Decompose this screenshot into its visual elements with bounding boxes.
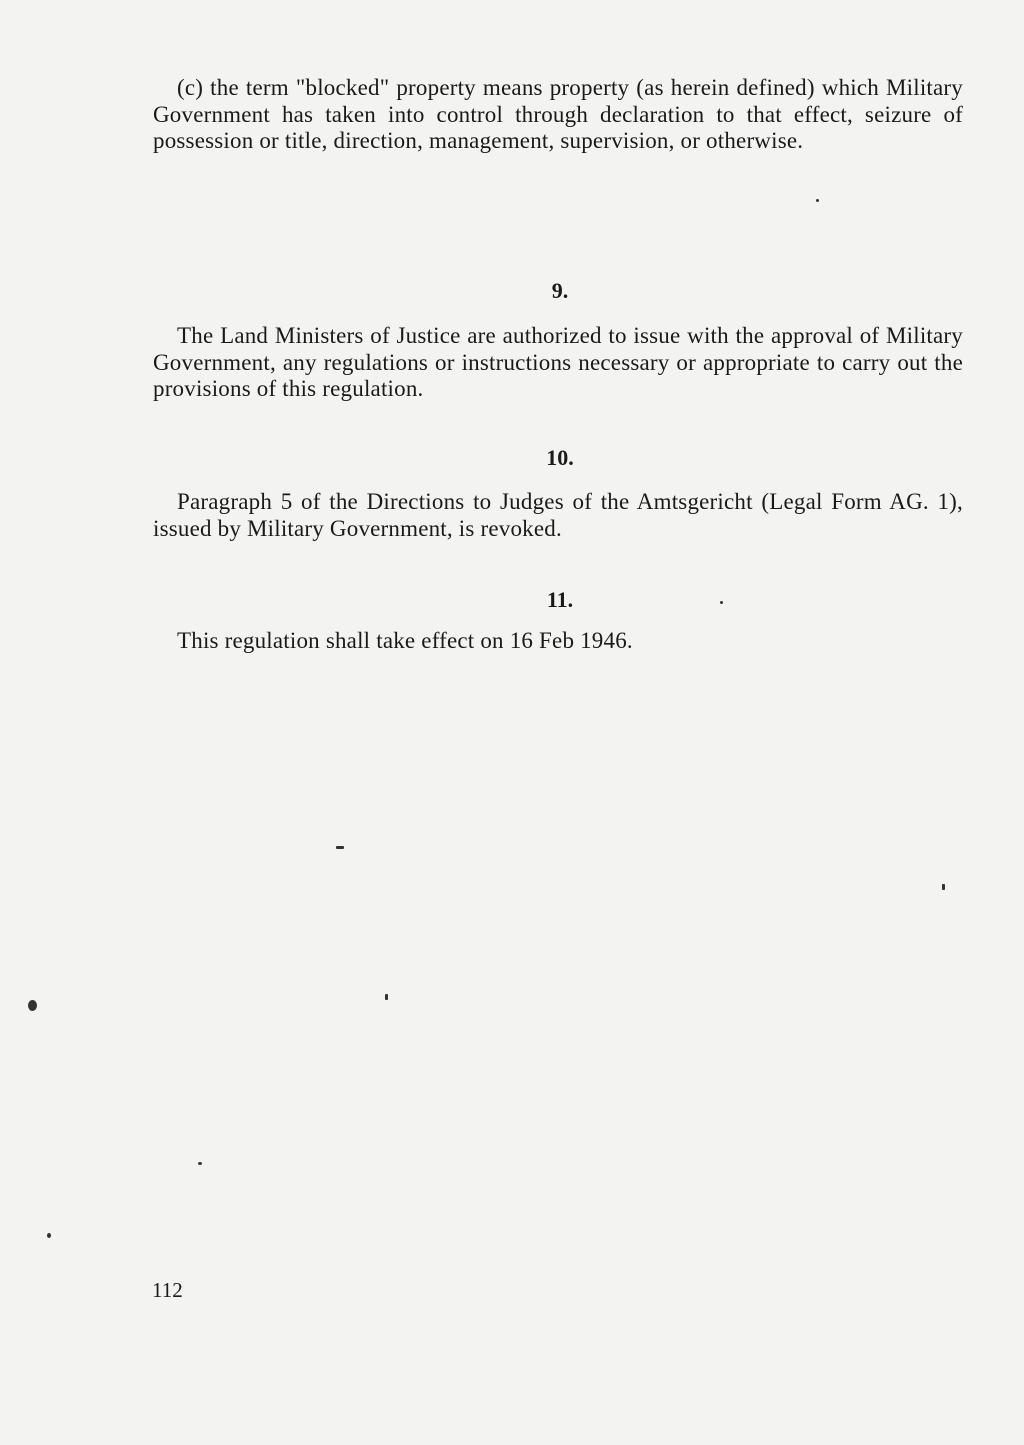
- section-11-heading: 11.: [546, 587, 574, 612]
- section-10-text: Paragraph 5 of the Directions to Judges of the Amtsgericht (Legal Form AG. 1), issued by Military Government, is revoked.: [153, 489, 963, 541]
- section-9-text: The Land Ministers of Justice are authorized to issue with the approval of Military Government, any regulations or instructions necessary or appropriate to carry out the provisions of this regulation.: [153, 323, 963, 401]
- section-11-text: This regulation shall take effect on 16 Feb 1946.: [177, 628, 633, 653]
- scan-speck: [385, 994, 388, 1000]
- section-10-heading: 10.: [546, 445, 574, 470]
- scan-speck: [720, 601, 723, 604]
- scan-speck: [336, 846, 344, 849]
- section-9-heading: 9.: [551, 278, 569, 303]
- scan-speck: [942, 884, 945, 890]
- scan-speck: [47, 1233, 51, 1238]
- paragraph-c: (c) the term "blocked" property means property (as herein defined) which Military Government has taken into control through declaration to that effect, seizure of possession or title, direction, management, supervision, or otherwise.: [153, 75, 963, 153]
- scan-speck: [198, 1162, 202, 1165]
- scan-speck: [28, 1000, 37, 1011]
- page-number: 112: [152, 1278, 183, 1302]
- scan-speck: [816, 199, 819, 202]
